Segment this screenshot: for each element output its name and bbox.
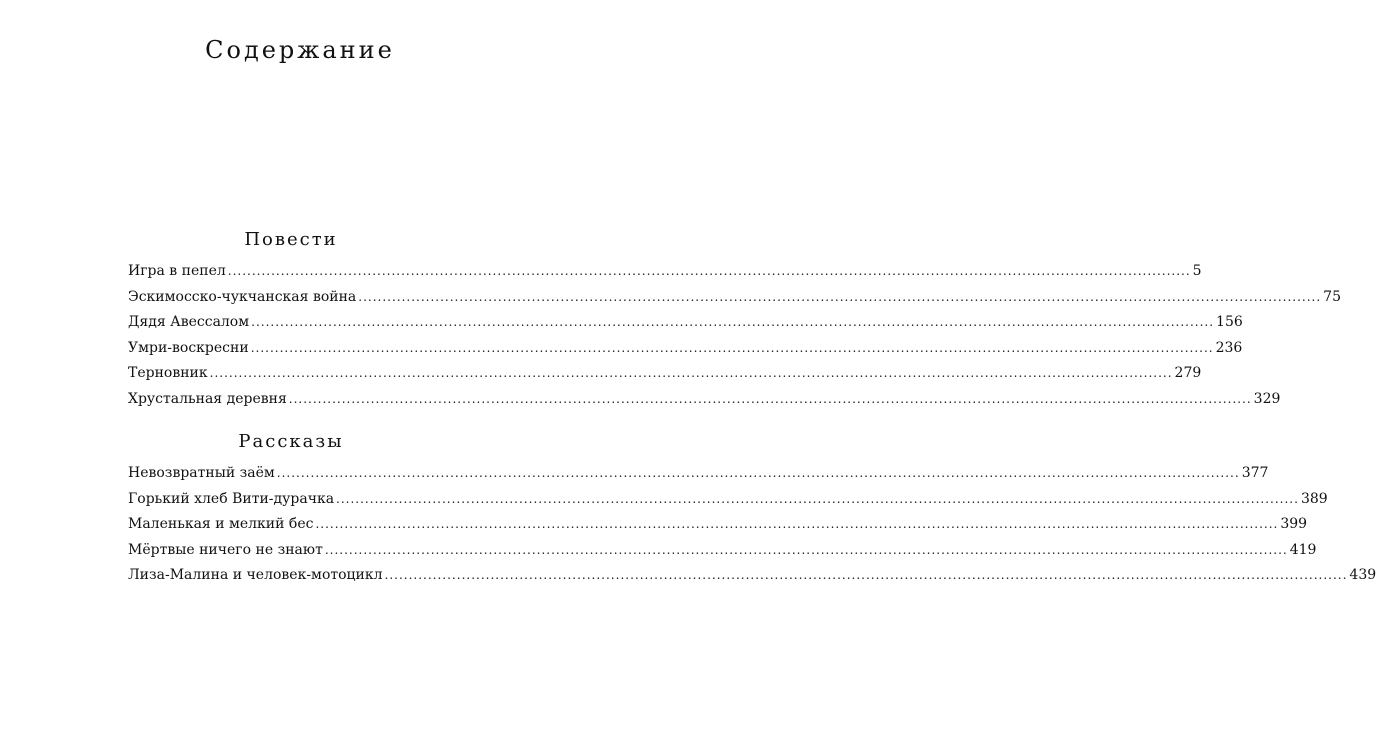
toc-entry-title: Эскимосско-чукчанская война xyxy=(128,288,357,305)
toc-entry-title: Терновник xyxy=(128,365,208,381)
toc-section-stories xyxy=(128,429,1376,593)
toc-entry-page: 5 xyxy=(1192,263,1202,279)
toc-entry-page: 279 xyxy=(1174,365,1202,381)
dot-leader: ........................................................................................................................................................................................................ xyxy=(324,542,1288,557)
toc-entry-title: Горький хлеб Вити-дурачка xyxy=(128,490,335,507)
toc-entry-page: 75 xyxy=(1323,288,1341,305)
toc-entry xyxy=(128,339,1243,366)
toc-entry-page: 329 xyxy=(1253,390,1281,407)
toc-entry xyxy=(128,541,1317,568)
toc-entry-title: Хрустальная деревня xyxy=(128,390,287,407)
toc-entry-title: Игра в пепел xyxy=(128,263,226,279)
toc-entry-title: Мёртвые ничего не знают xyxy=(128,541,323,558)
toc-entry-page: 377 xyxy=(1241,465,1269,481)
toc-entry-title: Невозвратный заём xyxy=(128,465,275,481)
dot-leader: ........................................................................................................................................................................................................ xyxy=(315,517,1279,531)
toc-entry xyxy=(128,465,1269,491)
toc-entry-page: 419 xyxy=(1289,541,1317,558)
dot-leader: ........................................................................................................................................................................................................ xyxy=(358,289,1322,304)
dot-leader: ........................................................................................................................................................................................................ xyxy=(227,264,1191,278)
toc-entry-page: 439 xyxy=(1349,567,1376,583)
dot-leader: ........................................................................................................................................................................................................ xyxy=(288,391,1252,406)
toc-entry-page: 399 xyxy=(1280,516,1308,532)
dot-leader: ........................................................................................................................................................................................................ xyxy=(336,491,1299,506)
toc-entry-page: 389 xyxy=(1300,490,1328,507)
section-heading: Повести xyxy=(244,229,338,250)
toc-entry-title: Умри-воскресни xyxy=(128,339,249,356)
toc-entry xyxy=(128,567,1376,593)
dot-leader: ........................................................................................................................................................................................................ xyxy=(276,466,1240,480)
toc-entry xyxy=(128,390,1281,417)
toc-section-novellas xyxy=(128,227,1341,416)
page-title: Содержание xyxy=(205,36,395,64)
dot-leader: ........................................................................................................................................................................................................ xyxy=(250,340,1214,355)
toc-entry xyxy=(128,490,1328,517)
toc-entry-page: 156 xyxy=(1216,314,1243,330)
toc-entry-title: Дядя Авессалом xyxy=(128,314,250,330)
toc-entry xyxy=(128,365,1202,391)
toc-entry xyxy=(128,314,1243,340)
dot-leader: ........................................................................................................................................................................................................ xyxy=(384,568,1348,582)
toc-entry-title: Лиза-Малина и человек-мотоцикл xyxy=(128,567,383,583)
toc-entry xyxy=(128,516,1308,542)
section-heading: Рассказы xyxy=(238,431,344,452)
dot-leader: ........................................................................................................................................................................................................ xyxy=(251,315,1215,329)
toc-entry xyxy=(128,263,1202,289)
toc-entry-page: 236 xyxy=(1215,339,1243,356)
dot-leader: ........................................................................................................................................................................................................ xyxy=(209,366,1173,380)
toc-entry-title: Маленькая и мелкий бес xyxy=(128,516,314,532)
toc-entry xyxy=(128,288,1341,315)
